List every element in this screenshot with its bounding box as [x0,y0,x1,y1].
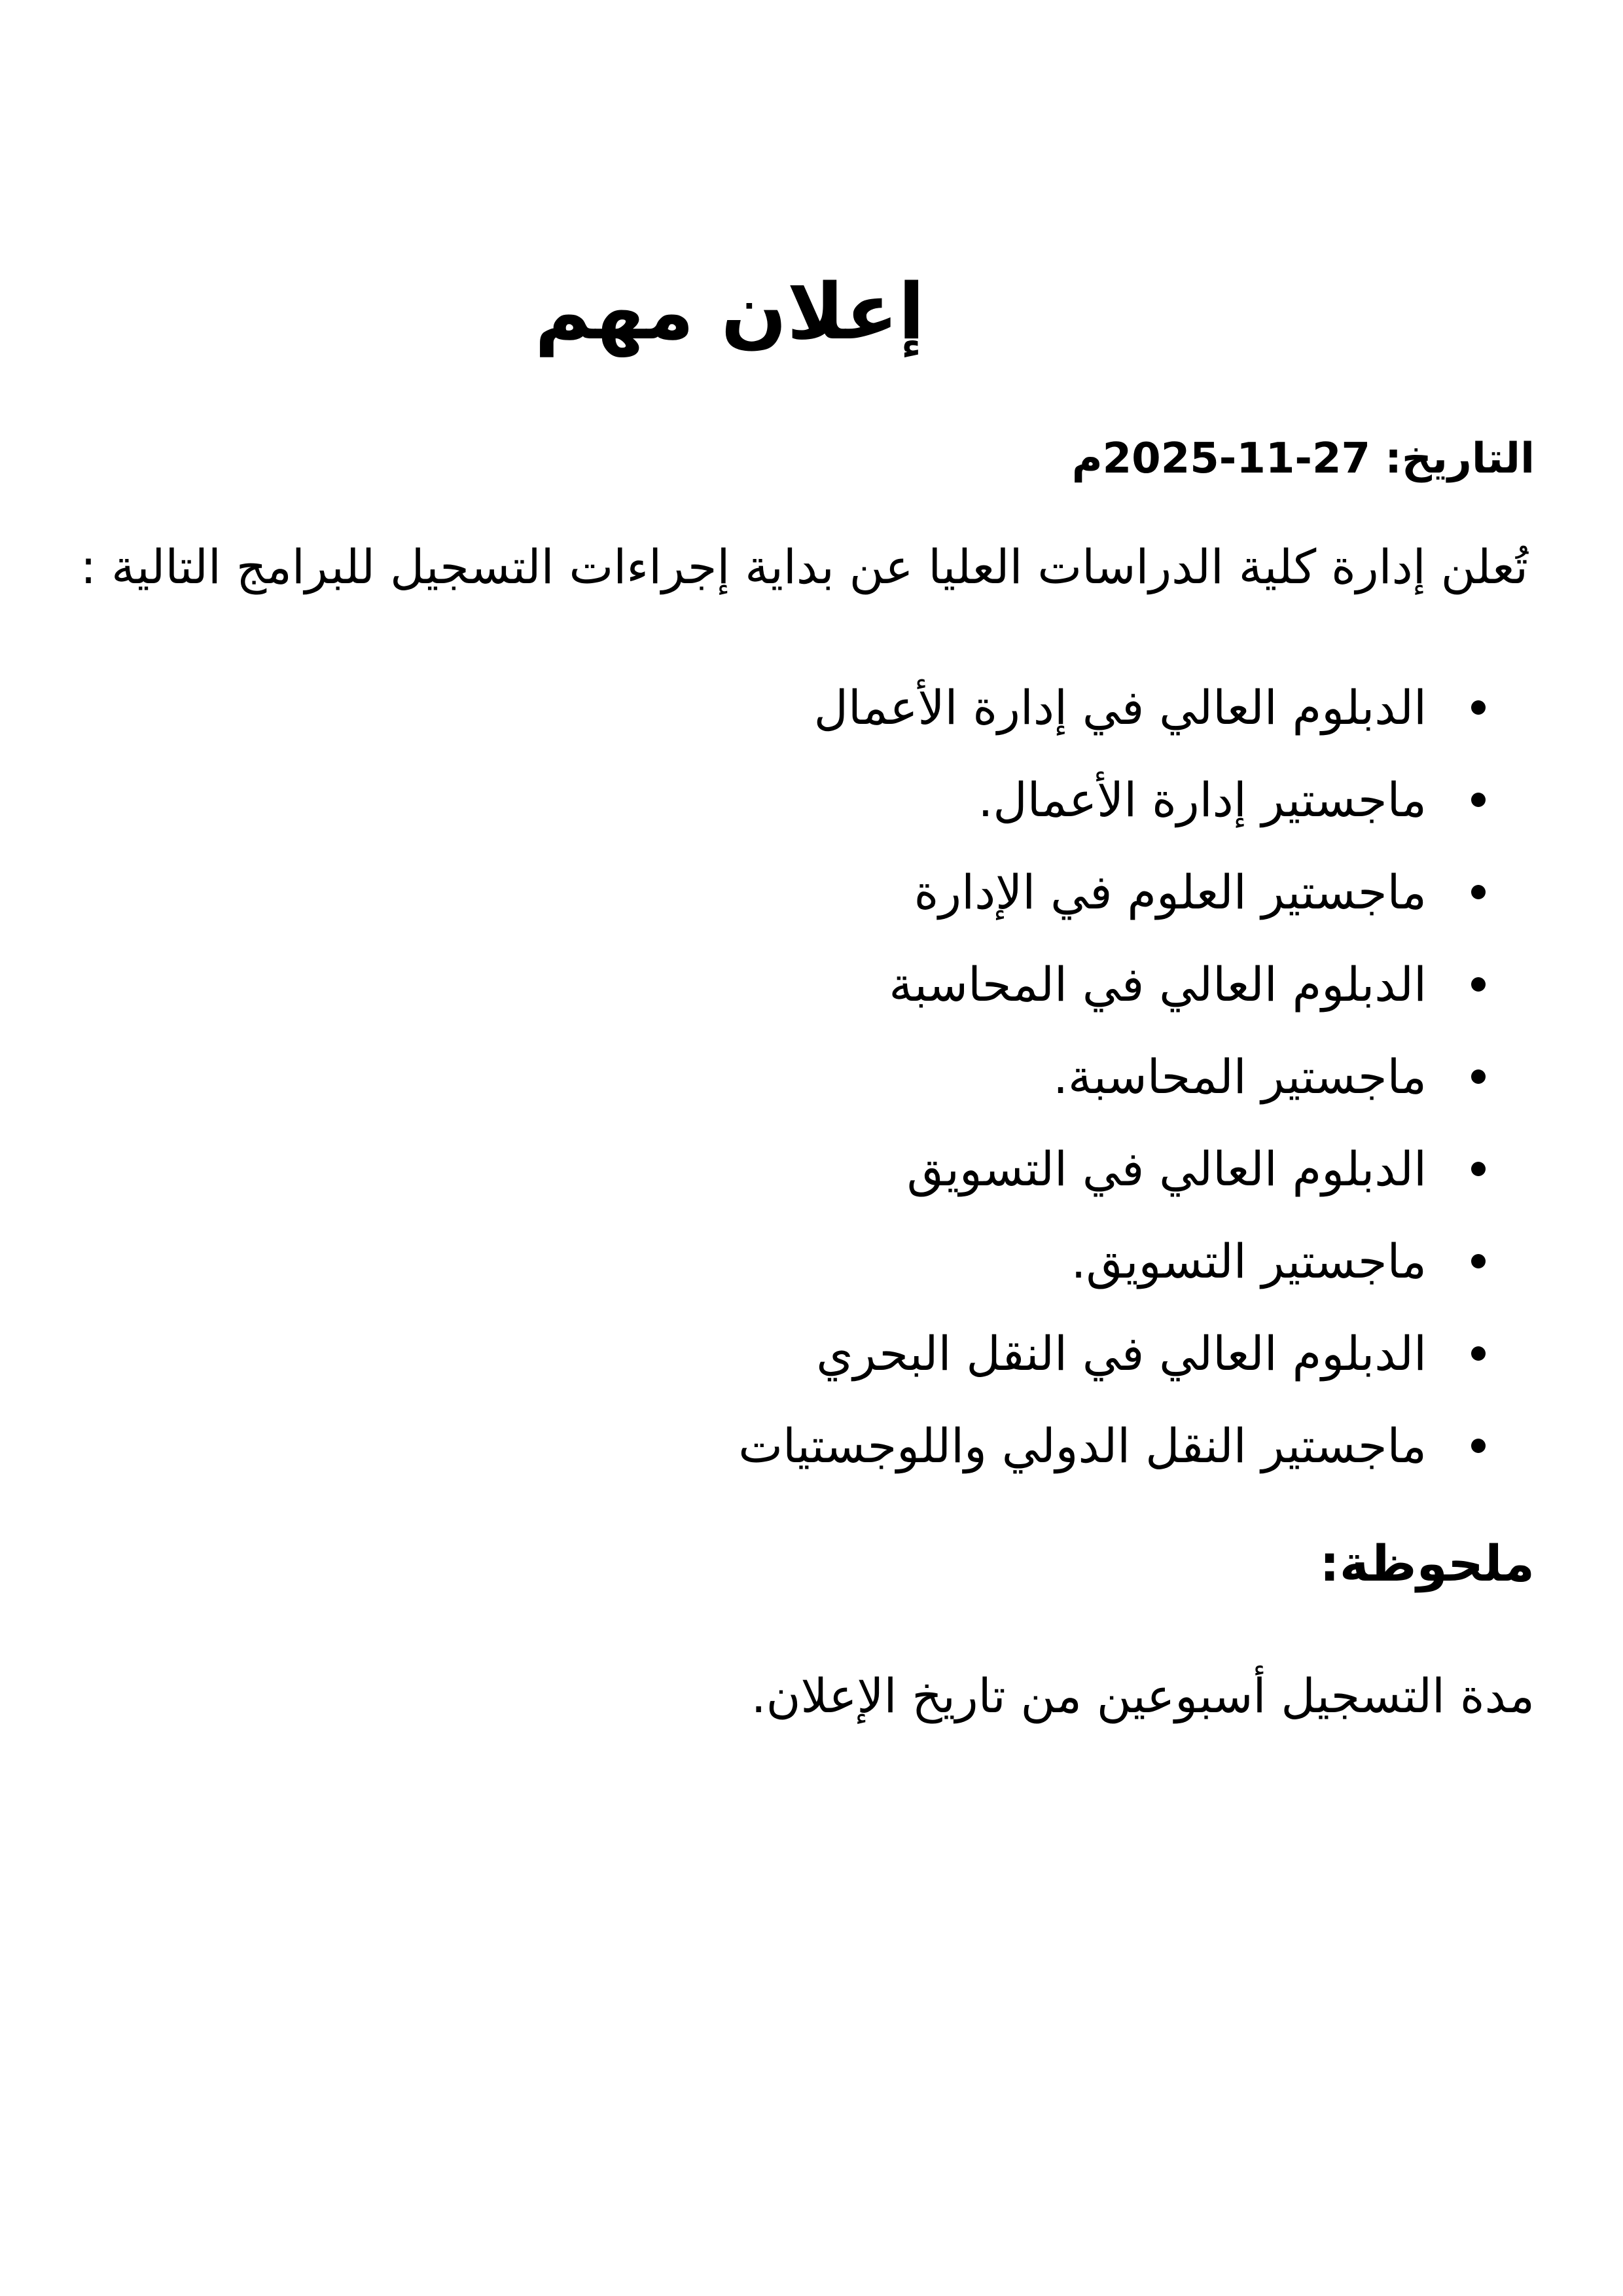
list-item [738,753,1486,846]
program-name: ماجستير العلوم في الإدارة [914,864,1427,920]
date-label: التاريخ: [1385,435,1535,483]
bullet-icon [1471,1254,1486,1268]
program-name: الدبلوم العالي في النقل البحري [816,1325,1427,1381]
list-item [738,661,1486,753]
program-name: الدبلوم العالي في إدارة الأعمال [813,679,1427,735]
program-name: الدبلوم العالي في التسويق [906,1141,1427,1196]
program-name: ماجستير إدارة الأعمال. [978,772,1427,827]
list-item [738,1122,1486,1215]
list-item [738,846,1486,938]
note-heading: ملحوظة: [1319,1534,1535,1592]
date-line [1072,432,1535,486]
list-item [738,1399,1486,1492]
list-item [738,1030,1486,1122]
list-item [738,1215,1486,1307]
intro-paragraph: تُعلن إدارة كلية الدراسات العليا عن بداية إجراءات التسجيل للبرامج التالية : [80,539,1528,594]
program-name: ماجستير المحاسبة. [1053,1049,1427,1104]
bullet-icon [1471,1069,1486,1084]
bullet-icon [1471,700,1486,715]
list-item [738,1307,1486,1399]
bullet-icon [1471,1439,1486,1453]
announcement-title: إعلان مهم [535,266,925,357]
note-text: مدة التسجيل أسبوعين من تاريخ الإعلان. [751,1668,1535,1723]
bullet-icon [1471,885,1486,899]
bullet-icon [1471,1162,1486,1176]
bullet-icon [1471,1346,1486,1361]
bullet-icon [1471,793,1486,807]
programs-list [738,661,1486,1492]
list-item [738,938,1486,1030]
date-value: 2025-11-27م [1071,435,1370,483]
program-name: ماجستير التسويق. [1071,1233,1427,1289]
bullet-icon [1471,977,1486,992]
program-name: الدبلوم العالي في المحاسبة [889,956,1427,1012]
program-name: ماجستير النقل الدولي واللوجستيات [738,1418,1427,1473]
